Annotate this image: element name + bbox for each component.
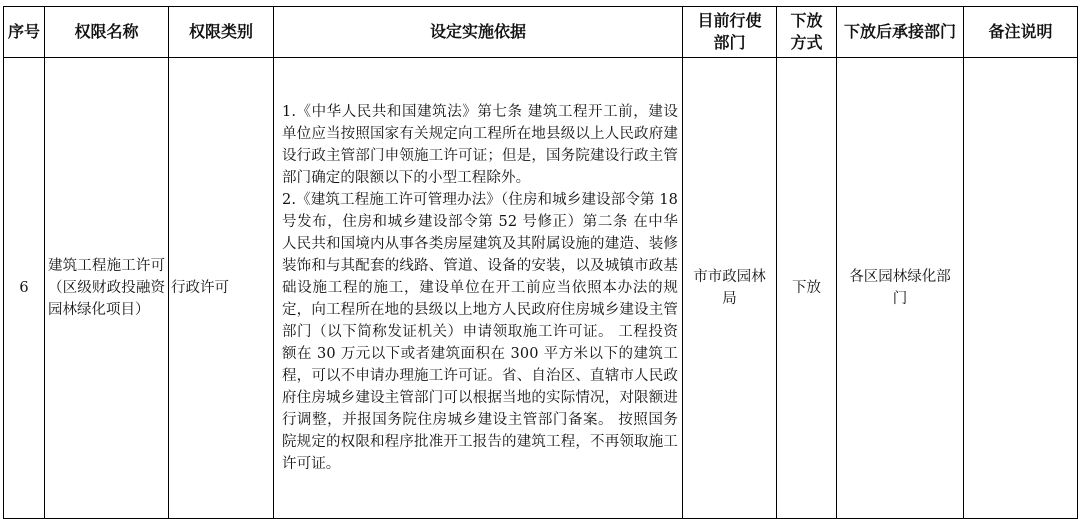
- cell-basis: [274, 58, 683, 519]
- header-delegation-mode: 下放方式: [777, 7, 837, 58]
- cell-delegation-mode: 下放: [777, 58, 837, 519]
- header-category: 权限类别: [169, 7, 274, 58]
- cell-current-dept: 市市政园林局: [683, 58, 777, 519]
- basis-item: 2.《建筑工程施工许可管理办法》（住房和城乡建设部令第 18 号发布，住房和城乡建设部令第 52 号修正）第二条 在中华人民共和国境内从事各类房屋建筑及其附属设施的建造、装修装饰和与其配套的线路、管道、设备的安装，以及城镇市政基础设施工程的施工，建设单位在开工前应当依照本办法的规定，向工程所在地的县级以上地方人民政府住房城乡建设主管部门（以下简称发证机关）申请领取施工许可证。 工程投资额在 30 万元以下或者建筑面积在 300 平方米以下的建筑工程，可以不申请办理施工许可证。省、自治区、直辖市人民政府住房城乡建设主管部门可以根据当地的实际情况，对限额进行调整，并报国务院住房城乡建设主管部门备案。 按照国务院规定的权限和程序批准开工报告的建筑工程，不再领取施工许可证。: [282, 192, 678, 472]
- header-basis: 设定实施依据: [274, 7, 683, 58]
- cell-remarks: [964, 58, 1078, 519]
- cell-seq: 6: [4, 58, 45, 519]
- header-name: 权限名称: [45, 7, 169, 58]
- header-row: [4, 7, 1078, 58]
- basis-item: 1.《中华人民共和国建筑法》第七条 建筑工程开工前，建设单位应当按照国家有关规定向工程所在地县级以上人民政府建设行政主管部门申领施工许可证；但是，国务院建设行政主管部门确定的限额以下的小型工程除外。: [282, 104, 678, 186]
- authority-table: [3, 6, 1078, 519]
- table-row: [4, 58, 1078, 519]
- cell-category: 行政许可: [169, 58, 274, 519]
- cell-name: 建筑工程施工许可（区级财政投融资园林绿化项目）: [45, 58, 169, 519]
- header-current-dept: 目前行使部门: [683, 7, 777, 58]
- cell-receiving-dept: 各区园林绿化部门: [837, 58, 964, 519]
- header-receiving-dept: 下放后承接部门: [837, 7, 964, 58]
- header-remarks: 备注说明: [964, 7, 1078, 58]
- header-seq: 序号: [4, 7, 45, 58]
